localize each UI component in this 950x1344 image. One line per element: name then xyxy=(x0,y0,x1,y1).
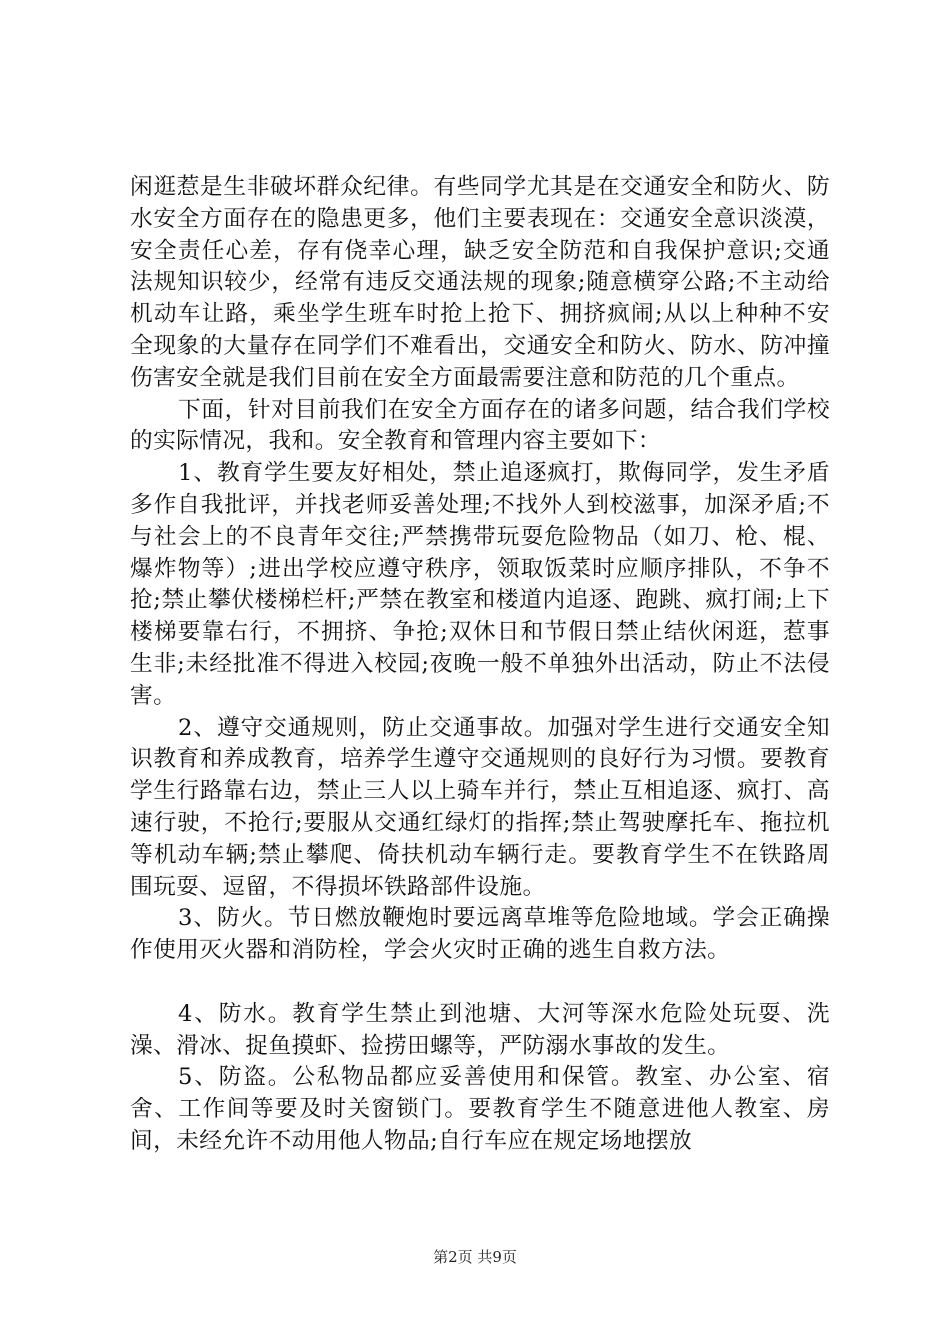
document-body xyxy=(130,172,830,1158)
paragraph-intro: 下面，针对目前我们在安全方面存在的诸多问题，结合我们学校的实际情况，我和。安全教育和管理内容主要如下： xyxy=(130,396,830,455)
paragraph-item-1: 1、教育学生要友好相处，禁止追逐疯打，欺侮同学，发生矛盾多作自我批评，并找老师妥善处理;不找外人到校滋事，加深矛盾;不与社会上的不良青年交往;严禁携带玩耍危险物品（如刀、枪、棍、爆炸物等）;进出学校应遵守秩序，领取饭菜时应顺序排队，不争不抢;禁止攀伏楼梯栏杆;严禁在教室和楼道内追逐、跑跳、疯打闹;上下楼梯要靠右行，不拥挤、争抢;双休日和节假日禁止结伙闲逛，惹事生非;未经批准不得进入校园;夜晚一般不单独外出活动，防止不法侵害。 xyxy=(130,460,830,709)
page-footer: 第2页 共9页 xyxy=(433,1248,517,1266)
paragraph-item-2: 2、遵守交通规则，防止交通事故。加强对学生进行交通安全知识教育和养成教育，培养学生遵守交通规则的良好行为习惯。要教育学生行路靠右边，禁止三人以上骑车并行，禁止互相追逐、疯打、高速行驶，不抢行;要服从交通红绿灯的指挥;禁止驾驶摩托车、拖拉机等机动车辆;禁止攀爬、倚扶机动车辆行走。要教育学生不在铁路周围玩耍、逗留，不得损坏铁路部件设施。 xyxy=(130,714,830,900)
paragraph-item-4: 4、防水。教育学生禁止到池塘、大河等深水危险处玩耍、洗澡、滑冰、捉鱼摸虾、捡捞田螺等，严防溺水事故的发生。 xyxy=(130,1000,830,1059)
paragraph-continuation: 闲逛惹是生非破坏群众纪律。有些同学尤其是在交通安全和防火、防水安全方面存在的隐患更多，他们主要表现在：交通安全意识淡漠，安全责任心差，存有侥幸心理，缺乏安全防范和自我保护意识;交通法规知识较少，经常有违反交通法规的现象;随意横穿公路;不主动给机动车让路，乘坐学生班车时抢上抢下、拥挤疯闹;从以上种种不安全现象的大量存在同学们不难看出，交通安全和防火、防水、防冲撞伤害安全就是我们目前在安全方面最需要注意和防范的几个重点。 xyxy=(130,174,830,391)
paragraph-item-3: 3、防火。节日燃放鞭炮时要远离草堆等危险地域。学会正确操作使用灭火器和消防栓，学会火灾时正确的逃生自救方法。 xyxy=(130,905,830,964)
paragraph-item-5: 5、防盗。公私物品都应妥善使用和保管。教室、办公室、宿舍、工作间等要及时关窗锁门。要教育学生不随意进他人教室、房间，未经允许不动用他人物品;自行车应在规定场地摆放 xyxy=(130,1064,830,1154)
